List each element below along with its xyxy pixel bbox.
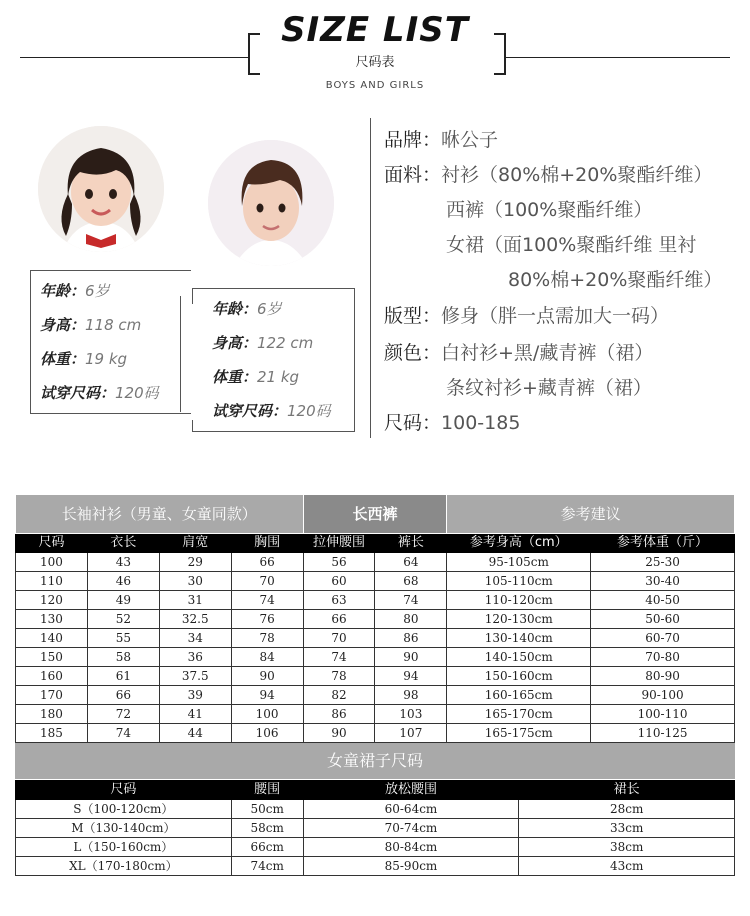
column-header: 拉伸腰围 <box>303 534 375 553</box>
column-header: 胸围 <box>231 534 303 553</box>
table-cell: 52 <box>87 610 159 629</box>
table-cell: XL（170-180cm） <box>16 857 232 876</box>
table-cell: 34 <box>159 629 231 648</box>
table-cell: 74 <box>375 591 447 610</box>
main-size-table <box>15 494 735 743</box>
column-header: 参考身高（cm） <box>447 534 591 553</box>
table-row <box>16 591 735 610</box>
table-cell: 105-110cm <box>447 572 591 591</box>
fabric-line-4: 80%棉+20%聚酯纤维） <box>508 269 723 291</box>
table-cell: 30-40 <box>591 572 735 591</box>
girl-height: 身高：118 cm <box>40 316 142 334</box>
table-cell: 25-30 <box>591 553 735 572</box>
table-cell: 90-100 <box>591 686 735 705</box>
group-recommendation: 参考建议 <box>447 495 735 534</box>
table-cell: 66 <box>231 553 303 572</box>
table-cell: 80-84cm <box>303 838 519 857</box>
table-cell: 86 <box>303 705 375 724</box>
table-cell: 61 <box>87 667 159 686</box>
girl-tried-size: 试穿尺码：120码 <box>40 384 159 402</box>
table-cell: 50cm <box>231 800 303 819</box>
table-cell: 37.5 <box>159 667 231 686</box>
table-cell: 30 <box>159 572 231 591</box>
column-header: 尺码 <box>16 534 88 553</box>
girl-model-photo <box>38 126 164 252</box>
table-row <box>16 686 735 705</box>
table-cell: 55 <box>87 629 159 648</box>
table-cell: 29 <box>159 553 231 572</box>
table-cell: 90 <box>231 667 303 686</box>
girl-weight: 体重：19 kg <box>40 350 128 368</box>
table-cell: 70 <box>231 572 303 591</box>
fabric-line-3: 女裙（面100%聚酯纤维 里衬 <box>446 234 697 256</box>
table-row <box>16 800 735 819</box>
boy-tried-size: 试穿尺码：120码 <box>212 402 331 420</box>
table-cell: 100 <box>16 553 88 572</box>
table-cell: 180 <box>16 705 88 724</box>
group-shirt: 长袖衬衫（男童、女童同款） <box>16 495 304 534</box>
table-cell: 64 <box>375 553 447 572</box>
boy-stats-box-left <box>192 288 193 304</box>
table-row <box>16 724 735 743</box>
girl-stats-box-right <box>180 296 181 412</box>
table-row <box>16 819 735 838</box>
page-tagline: BOYS AND GIRLS <box>325 80 425 91</box>
column-header: 衣长 <box>87 534 159 553</box>
table-cell: 90 <box>375 648 447 667</box>
table-cell: 58cm <box>231 819 303 838</box>
column-header: 腰围 <box>231 781 303 800</box>
header-rule-left <box>20 57 250 58</box>
table-cell: 66 <box>87 686 159 705</box>
column-header: 裤长 <box>375 534 447 553</box>
table-cell: 165-175cm <box>447 724 591 743</box>
table-row <box>16 629 735 648</box>
table-cell: 80-90 <box>591 667 735 686</box>
table-cell: 78 <box>231 629 303 648</box>
page-title: SIZE LIST <box>281 10 469 50</box>
fabric-line-1: 面料：衬衫（80%棉+20%聚酯纤维） <box>384 164 713 186</box>
table-row <box>16 553 735 572</box>
column-header: 尺码 <box>16 781 232 800</box>
boy-age: 年龄：6岁 <box>212 300 282 318</box>
table-cell: 120-130cm <box>447 610 591 629</box>
table-cell: 58 <box>87 648 159 667</box>
table-cell: 66cm <box>231 838 303 857</box>
table-cell: 74cm <box>231 857 303 876</box>
table-cell: 60-64cm <box>303 800 519 819</box>
info-divider <box>370 118 371 438</box>
table-cell: 140 <box>16 629 88 648</box>
table-cell: 60-70 <box>591 629 735 648</box>
table-cell: 90 <box>303 724 375 743</box>
table-cell: 98 <box>375 686 447 705</box>
table-cell: 50-60 <box>591 610 735 629</box>
brand-line: 品牌：咻公子 <box>384 129 499 151</box>
table-group-header <box>16 495 735 534</box>
column-header: 肩宽 <box>159 534 231 553</box>
table-cell: 106 <box>231 724 303 743</box>
table-cell: 43 <box>87 553 159 572</box>
skirt-table-body <box>16 800 735 876</box>
table-cell: 31 <box>159 591 231 610</box>
table-cell: 120 <box>16 591 88 610</box>
column-header: 参考体重（斤） <box>591 534 735 553</box>
table-cell: 95-105cm <box>447 553 591 572</box>
table-cell: 94 <box>231 686 303 705</box>
table-cell: 68 <box>375 572 447 591</box>
table-cell: 40-50 <box>591 591 735 610</box>
table-row <box>16 572 735 591</box>
table-cell: 76 <box>231 610 303 629</box>
table-cell: 66 <box>303 610 375 629</box>
fit-line: 版型：修身（胖一点需加大一码） <box>384 305 670 327</box>
table-cell: 107 <box>375 724 447 743</box>
table-cell: 74 <box>231 591 303 610</box>
table-cell: 100 <box>231 705 303 724</box>
boy-weight: 体重：21 kg <box>212 368 300 386</box>
table-cell: 100-110 <box>591 705 735 724</box>
table-cell: 60 <box>303 572 375 591</box>
table-cell: 36 <box>159 648 231 667</box>
table-row <box>16 648 735 667</box>
table-cell: 84 <box>231 648 303 667</box>
table-column-header <box>16 534 735 553</box>
table-row <box>16 838 735 857</box>
table-cell: L（150-160cm） <box>16 838 232 857</box>
table-cell: 160 <box>16 667 88 686</box>
table-cell: 82 <box>303 686 375 705</box>
table-cell: 32.5 <box>159 610 231 629</box>
table-cell: 110 <box>16 572 88 591</box>
table-cell: 103 <box>375 705 447 724</box>
color-line-2: 条纹衬衫+藏青裤（裙） <box>446 377 652 399</box>
table-cell: 33cm <box>519 819 735 838</box>
table-cell: 38cm <box>519 838 735 857</box>
table-row <box>16 705 735 724</box>
table-body <box>16 553 735 743</box>
table-cell: 56 <box>303 553 375 572</box>
table-cell: 94 <box>375 667 447 686</box>
color-line-1: 颜色：白衬衫+黑/藏青裤（裙） <box>384 342 654 364</box>
table-cell: 80 <box>375 610 447 629</box>
table-cell: 165-170cm <box>447 705 591 724</box>
table-cell: 43cm <box>519 857 735 876</box>
table-cell: 72 <box>87 705 159 724</box>
group-trousers: 长西裤 <box>303 495 447 534</box>
header-rule-right <box>506 57 730 58</box>
table-cell: 140-150cm <box>447 648 591 667</box>
table-cell: 70-74cm <box>303 819 519 838</box>
skirt-table-title: 女童裙子尺码 <box>15 743 735 779</box>
table-cell: S（100-120cm） <box>16 800 232 819</box>
table-cell: 74 <box>303 648 375 667</box>
table-cell: 130 <box>16 610 88 629</box>
table-cell: 78 <box>303 667 375 686</box>
table-cell: 110-125 <box>591 724 735 743</box>
size-range-line: 尺码：100-185 <box>384 412 521 434</box>
table-cell: 185 <box>16 724 88 743</box>
table-row <box>16 610 735 629</box>
skirt-column-header <box>16 781 735 800</box>
table-cell: 86 <box>375 629 447 648</box>
column-header: 裙长 <box>519 781 735 800</box>
table-cell: 28cm <box>519 800 735 819</box>
column-header: 放松腰围 <box>303 781 519 800</box>
table-cell: 41 <box>159 705 231 724</box>
boy-model-photo <box>208 140 334 266</box>
table-cell: 130-140cm <box>447 629 591 648</box>
table-cell: M（130-140cm） <box>16 819 232 838</box>
table-cell: 150-160cm <box>447 667 591 686</box>
table-cell: 85-90cm <box>303 857 519 876</box>
table-cell: 46 <box>87 572 159 591</box>
table-cell: 39 <box>159 686 231 705</box>
fabric-line-2: 西裤（100%聚酯纤维） <box>446 199 653 221</box>
boy-height: 身高：122 cm <box>212 334 314 352</box>
table-cell: 70-80 <box>591 648 735 667</box>
table-cell: 74 <box>87 724 159 743</box>
girl-age: 年龄：6岁 <box>40 282 110 300</box>
table-cell: 44 <box>159 724 231 743</box>
table-cell: 70 <box>303 629 375 648</box>
skirt-size-table <box>15 780 735 876</box>
table-cell: 63 <box>303 591 375 610</box>
table-cell: 170 <box>16 686 88 705</box>
boy-stats-box-left-bottom <box>192 420 193 431</box>
table-cell: 160-165cm <box>447 686 591 705</box>
table-cell: 110-120cm <box>447 591 591 610</box>
table-cell: 150 <box>16 648 88 667</box>
table-row <box>16 857 735 876</box>
page-subtitle: 尺码表 <box>355 55 395 70</box>
table-cell: 49 <box>87 591 159 610</box>
table-row <box>16 667 735 686</box>
